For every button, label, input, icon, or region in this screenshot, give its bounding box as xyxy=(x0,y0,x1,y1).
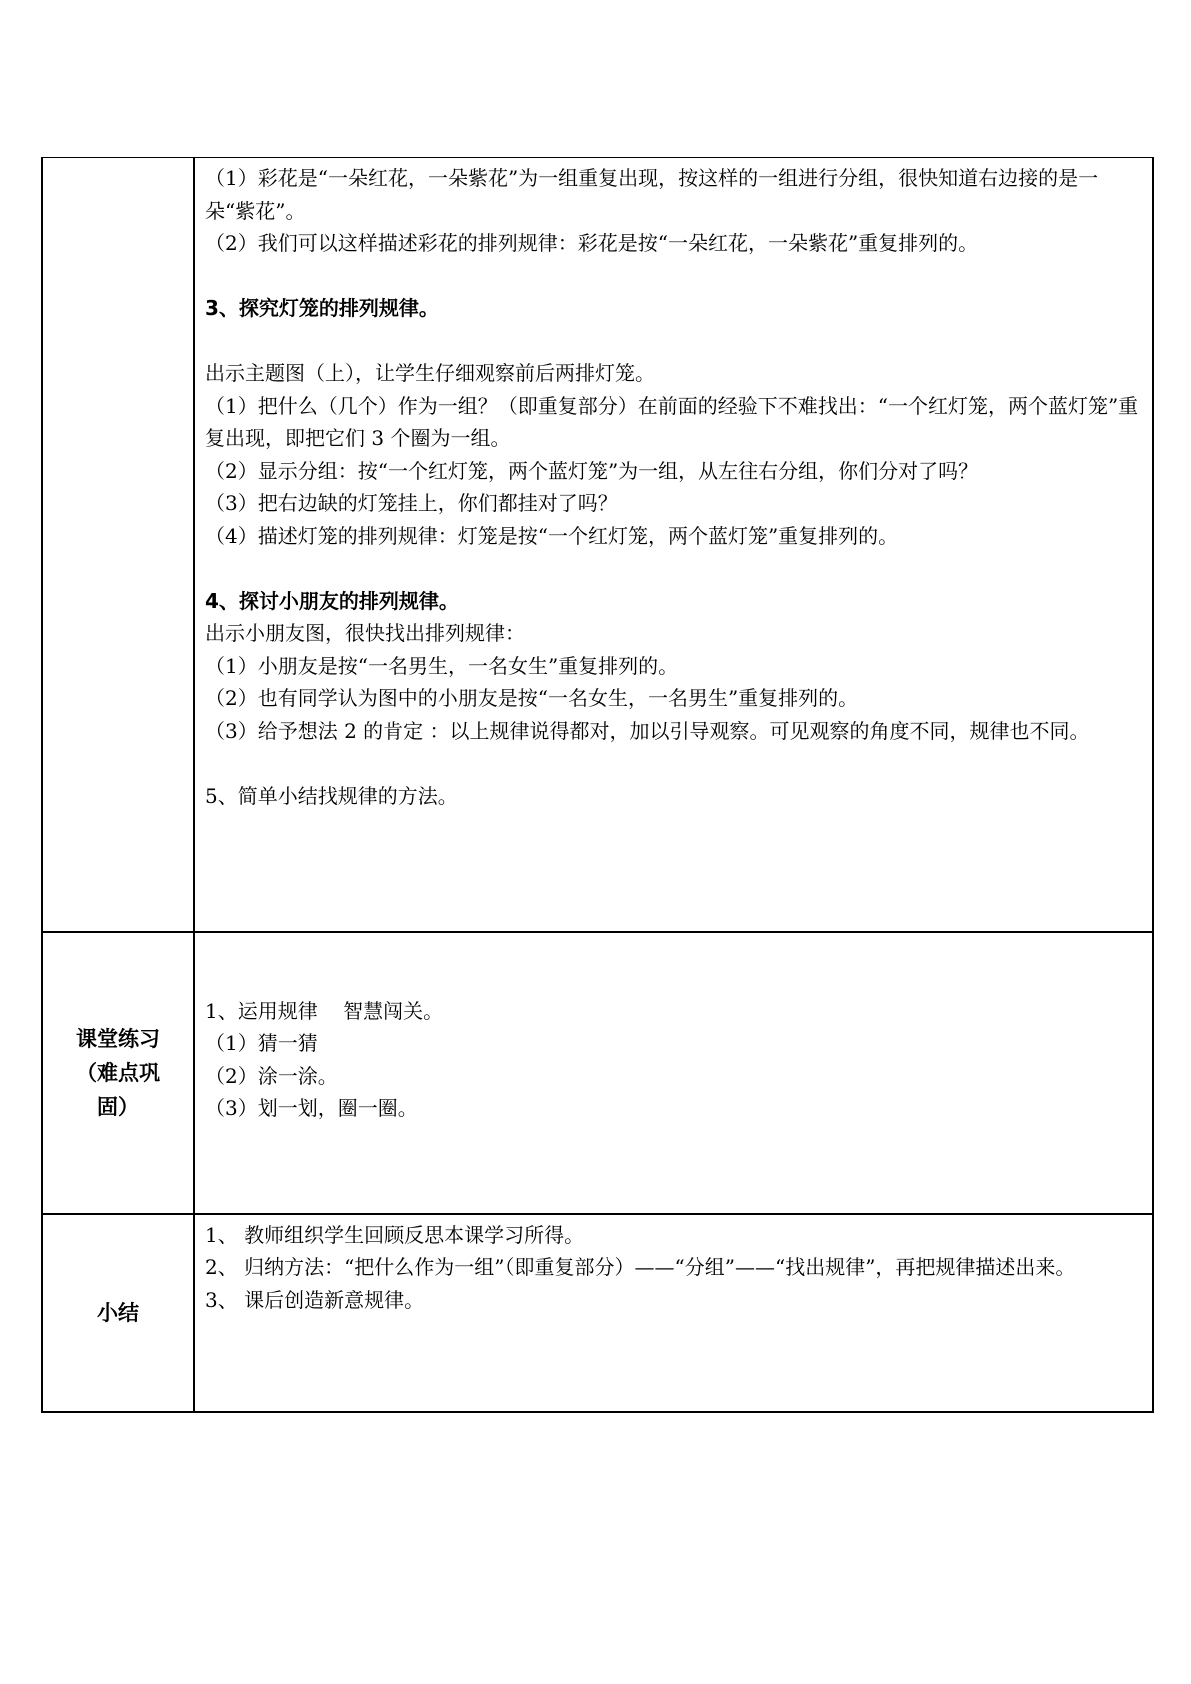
row-label-summary: 小结 xyxy=(97,1300,139,1325)
paragraph-lanterns-1: （1）把什么（几个）作为一组？（即重复部分）在前面的经验下不难找出：“一个红灯笼，两个蓝灯笼”重复出现，即把它们 3 个圈为一组。 xyxy=(205,393,1139,450)
label-line: 固） xyxy=(97,1094,139,1119)
heading-children: 4、探讨小朋友的排列规律。 xyxy=(205,588,459,613)
paragraph-children-3: （3）给予想法 2 的肯定 ：以上规律说得都对，加以引导观察。可见观察的角度不同，规律也不同。 xyxy=(205,718,1090,743)
paragraph-summary-2: 2、 归纳方法：“把什么作为一组”（即重复部分）——“分组”——“找出规律”，再把规律描述出来。 xyxy=(205,1255,1076,1279)
row-content-cell xyxy=(194,1214,1153,1412)
label-line: （难点巩 xyxy=(76,1060,160,1085)
row-label-cell xyxy=(42,932,194,1214)
paragraph-summary-3: 3、 课后创造新意规律。 xyxy=(205,1287,425,1312)
paragraph-lanterns-intro: 出示主题图（上），让学生仔细观察前后两排灯笼。 xyxy=(205,361,655,385)
table-row xyxy=(42,158,1153,932)
paragraph-step-2-2: （2）我们可以这样描述彩花的排列规律：彩花是按“一朵红花，一朵紫花”重复排列的。 xyxy=(205,231,979,255)
spacer xyxy=(205,552,1140,585)
paragraph-summary-1: 1、 教师组织学生回顾反思本课学习所得。 xyxy=(205,1222,585,1247)
paragraph-lanterns-4: （4）描述灯笼的排列规律：灯笼是按“一个红灯笼，两个蓝灯笼”重复排列的。 xyxy=(205,523,899,548)
table-row xyxy=(42,1214,1153,1412)
paragraph-lanterns-3: （3）把右边缺的灯笼挂上，你们都挂对了吗？ xyxy=(205,491,618,515)
spacer xyxy=(205,260,1140,293)
paragraph-summary-method: 5、简单小结找规律的方法。 xyxy=(205,783,458,808)
heading-lanterns: 3、探究灯笼的排列规律。 xyxy=(205,296,439,320)
practice-content xyxy=(195,933,1152,1125)
spacer xyxy=(205,325,1140,358)
procedure-content xyxy=(195,158,1152,812)
row-label-cell xyxy=(42,1214,194,1412)
summary-content xyxy=(195,1215,1152,1317)
paragraph-children-2: （2）也有同学认为图中的小朋友是按“一名女生，一名男生”重复排列的。 xyxy=(205,686,859,710)
spacer xyxy=(205,747,1140,780)
paragraph-practice-1: （1）猜一猜 xyxy=(205,1031,318,1055)
paragraph-step-2-1: （1）彩花是“一朵红花，一朵紫花”为一组重复出现，按这样的一组进行分组，很快知道右边接的是一朵“紫花”。 xyxy=(205,166,1099,223)
paragraph-lanterns-2: （2）显示分组：按“一个红灯笼，两个蓝灯笼”为一组，从左往右分组，你们分对了吗？ xyxy=(205,458,979,483)
paragraph-practice-3: （3）划一划，圈一圈。 xyxy=(205,1096,418,1120)
row-content-cell xyxy=(194,932,1153,1214)
paragraph-children-1: （1）小朋友是按“一名男生，一名女生”重复排列的。 xyxy=(205,653,679,678)
paragraph-practice-title: 1、运用规律 智慧闯关。 xyxy=(205,998,444,1023)
row-label-practice xyxy=(76,1022,160,1124)
paragraph-children-intro: 出示小朋友图，很快找出排列规律： xyxy=(205,621,525,645)
row-label-cell xyxy=(42,158,194,932)
table-row xyxy=(42,932,1153,1214)
label-line: 课堂练习 xyxy=(76,1026,160,1051)
paragraph-practice-2: （2）涂一涂。 xyxy=(205,1063,338,1088)
row-content-cell xyxy=(194,158,1153,932)
lesson-plan-table xyxy=(41,157,1154,1413)
